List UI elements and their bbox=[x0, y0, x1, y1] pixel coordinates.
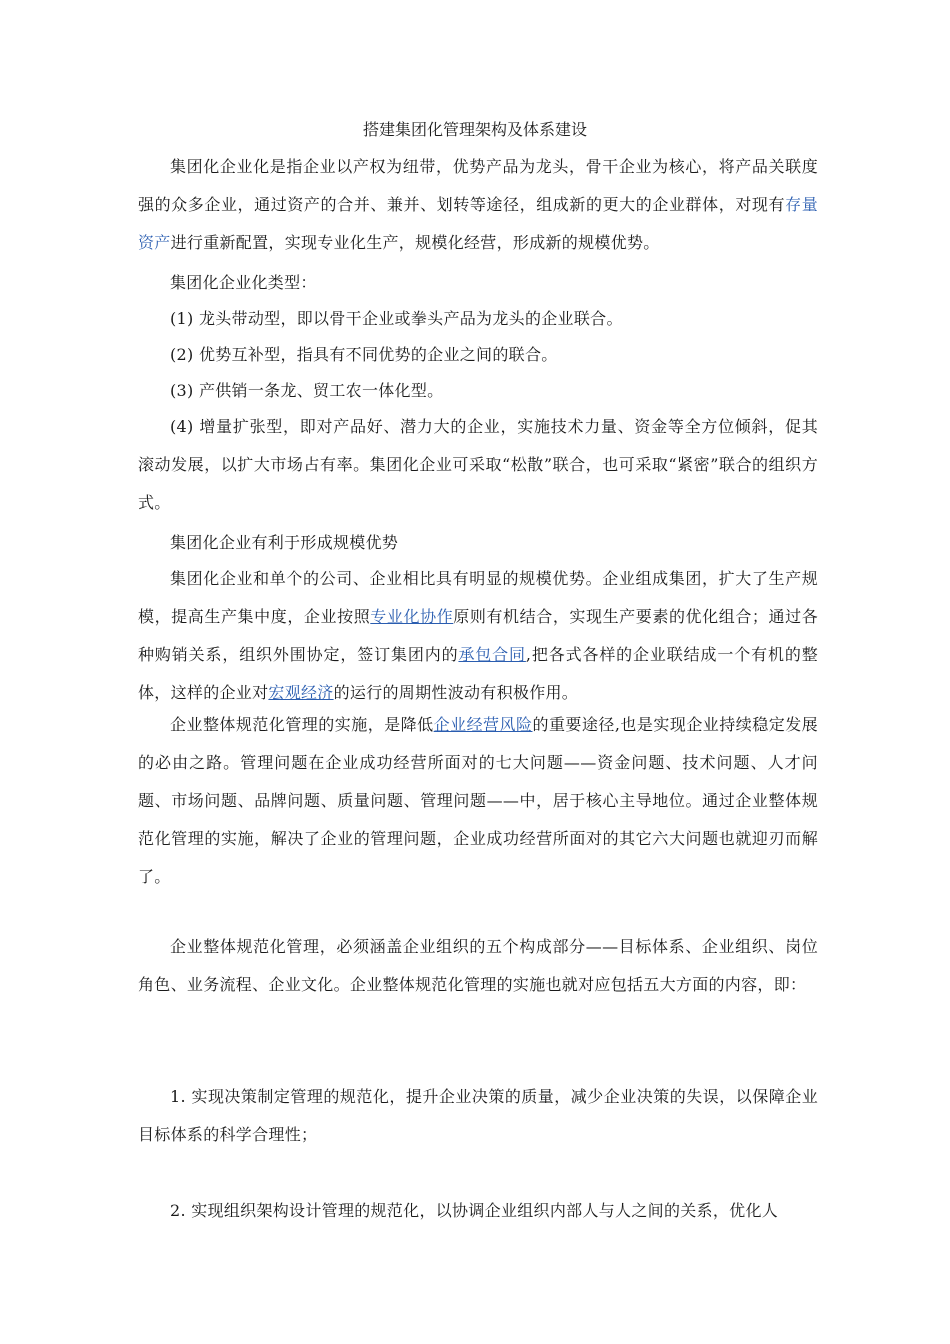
type-item-2: (2) 优势互补型，指具有不同优势的企业之间的联合。 bbox=[170, 345, 558, 364]
list-item-1: 1. 实现决策制定管理的规范化，提升企业决策的质量，减少企业决策的失误，以保障企业目标体系的科学合理性； bbox=[138, 1087, 818, 1144]
scale-paragraph bbox=[138, 560, 818, 712]
mgmt-text-b: 的重要途径,也是实现企业持续稳定发展的必由之路。管理问题在企业成功经营所面对的七大问题——资金问题、技术问题、人才问题、市场问题、品牌问题、质量问题、管理问题——中，居于核心主导地位。通过企业整体规范化管理的实施，解决了企业的管理问题，企业成功经营所面对的其它六大问题也就迎刃而解了。 bbox=[138, 715, 818, 886]
scale-text-d: 的运行的周期性波动有积极作用。 bbox=[333, 683, 579, 702]
intro-text-b: 进行重新配置，实现专业化生产，规模化经营，形成新的规模优势。 bbox=[170, 233, 660, 252]
list-item-2: 2. 实现组织架构设计管理的规范化，以协调企业组织内部人与人之间的关系，优化人 bbox=[170, 1201, 779, 1220]
intro-paragraph bbox=[138, 148, 818, 262]
management-paragraph bbox=[138, 706, 818, 896]
link-contract[interactable]: 承包合同 bbox=[458, 645, 526, 664]
intro-text-a: 集团化企业化是指企业以产权为纽带，优势产品为龙头，骨干企业为核心，将产品关联度强的众多企业，通过资产的合并、兼并、划转等途径，组成新的更大的企业群体，对现有 bbox=[138, 157, 818, 214]
type-item-3: (3) 产供销一条龙、贸工农一体化型。 bbox=[170, 381, 444, 400]
link-specialized-cooperation[interactable]: 专业化协作 bbox=[370, 607, 454, 626]
link-business-risk[interactable]: 企业经营风险 bbox=[433, 715, 533, 734]
five-parts-paragraph: 企业整体规范化管理，必须涵盖企业组织的五个构成部分——目标体系、企业组织、岗位角色、业务流程、企业文化。企业整体规范化管理的实施也就对应包括五大方面的内容，即： bbox=[138, 937, 818, 994]
document-title: 搭建集团化管理架构及体系建设 bbox=[362, 120, 587, 139]
scale-heading: 集团化企业有利于形成规模优势 bbox=[170, 533, 399, 552]
link-existing-assets[interactable]: 存量资产 bbox=[138, 195, 819, 252]
scale-text-c: ,把各式各样的企业联结成一个有机的整体，这样的企业对 bbox=[138, 645, 818, 702]
type-item-4: (4) 增量扩张型，即对产品好、潜力大的企业，实施技术力量、资金等全方位倾斜，促其滚动发展，以扩大市场占有率。集团化企业可采取“松散”联合，也可采取“紧密”联合的组织方式。 bbox=[138, 417, 818, 512]
link-macroeconomy[interactable]: 宏观经济 bbox=[268, 683, 334, 702]
scale-text-a: 集团化企业和单个的公司、企业相比具有明显的规模优势。企业组成集团，扩大了生产规模，提高生产集中度，企业按照 bbox=[138, 569, 818, 626]
scale-text-b: 原则有机结合，实现生产要素的优化组合；通过各种购销关系，组织外围协定，签订集团内的 bbox=[138, 607, 818, 664]
mgmt-text-a: 企业整体规范化管理的实施，是降低 bbox=[170, 715, 434, 734]
type-item-1: (1) 龙头带动型，即以骨干企业或拳头产品为龙头的企业联合。 bbox=[170, 309, 623, 328]
types-heading: 集团化企业化类型： bbox=[170, 273, 317, 292]
